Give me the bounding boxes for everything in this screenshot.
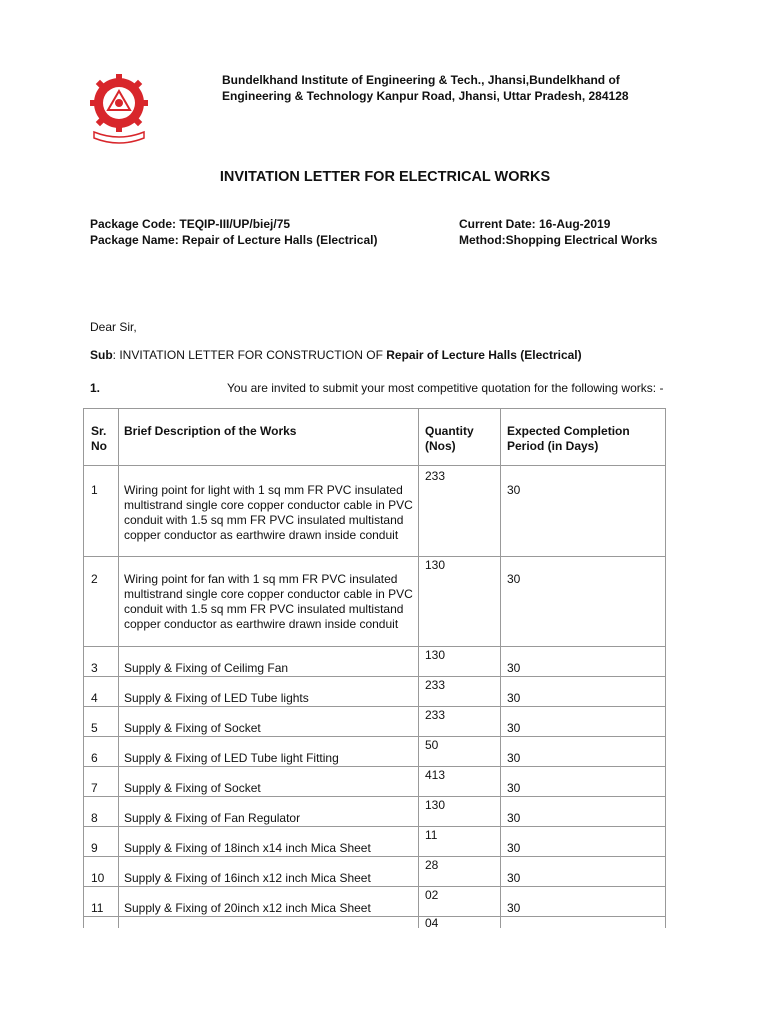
- table-row-divider: [83, 796, 666, 797]
- row-sr-no: 3: [91, 661, 98, 675]
- subject-work-name: Repair of Lecture Halls (Electrical): [386, 348, 582, 362]
- table-row-divider: [83, 916, 666, 917]
- table-row-divider: [83, 706, 666, 707]
- row-quantity: 28: [425, 858, 439, 872]
- row-quantity: 11: [425, 828, 438, 842]
- procurement-method: Method:Shopping Electrical Works: [459, 233, 658, 247]
- header-quantity: Quantity (Nos): [425, 424, 474, 453]
- table-row-divider: [83, 465, 666, 466]
- table-row-divider: [83, 736, 666, 737]
- row-period: 30: [507, 661, 521, 675]
- row-sr-no: 9: [91, 841, 98, 855]
- package-code: Package Code: TEQIP-III/UP/biej/75: [90, 217, 291, 231]
- package-name: Package Name: Repair of Lecture Halls (Electrical): [90, 233, 378, 247]
- table-col-divider: [500, 408, 501, 928]
- row-quantity: 413: [425, 768, 446, 782]
- row-description: Supply & Fixing of LED Tube lights: [124, 691, 309, 705]
- institute-logo: [88, 72, 150, 144]
- current-date: Current Date: 16-Aug-2019: [459, 217, 611, 231]
- institute-address: Bundelkhand Institute of Engineering & Tech., Jhansi,Bundelkhand of Engineering & Technology Kanpur Road, Jhansi, Uttar Pradesh, 284128: [222, 73, 629, 103]
- row-period: 30: [507, 751, 521, 765]
- logo-ribbon-icon: [94, 132, 144, 143]
- row-sr-no: 6: [91, 751, 98, 765]
- row-description: Supply & Fixing of Socket: [124, 721, 261, 735]
- row-quantity: 233: [425, 678, 446, 692]
- table-row-divider: [83, 826, 666, 827]
- table-row-divider: [83, 886, 666, 887]
- package-info: [90, 216, 377, 248]
- row-quantity: 130: [425, 558, 446, 572]
- row-description: Supply & Fixing of LED Tube light Fitting: [124, 751, 339, 765]
- row-description: Supply & Fixing of 18inch x14 inch Mica Sheet: [124, 841, 371, 855]
- row-sr-no: 10: [91, 871, 105, 885]
- row-sr-no: 8: [91, 811, 98, 825]
- table-row-divider: [83, 766, 666, 767]
- row-quantity: 02: [425, 888, 439, 902]
- point-number: 1.: [90, 381, 101, 395]
- row-period: 30: [507, 781, 521, 795]
- works-table: [83, 408, 666, 928]
- subject-text: : INVITATION LETTER FOR CONSTRUCTION OF: [112, 348, 387, 362]
- row-description: Supply & Fixing of 16inch x12 inch Mica Sheet: [124, 871, 371, 885]
- row-description: Supply & Fixing of Socket: [124, 781, 261, 795]
- row-sr-no: 7: [91, 781, 98, 795]
- row-period: 30: [507, 811, 521, 825]
- header-description: Brief Description of the Works: [124, 424, 297, 438]
- table-border-left: [83, 408, 84, 928]
- table-row-divider: [83, 856, 666, 857]
- subject-line: [90, 348, 582, 362]
- row-quantity: 233: [425, 469, 446, 483]
- row-quantity: 130: [425, 798, 446, 812]
- table-border-top: [83, 408, 666, 409]
- table-col-divider: [418, 408, 419, 928]
- row-period: 30: [507, 721, 521, 735]
- table-col-divider: [118, 408, 119, 928]
- row-description: Supply & Fixing of Fan Regulator: [124, 811, 301, 825]
- table-row-divider: [83, 646, 666, 647]
- row-description: Wiring point for light with 1 sq mm FR PVC insulated multistrand single core copper conductor cable in PVC conduit with 1.5 sq mm FR PVC insulated multistand copper conductor as earthwire drawn inside conduit: [124, 483, 413, 542]
- row-period: 30: [507, 483, 521, 497]
- row-period: 30: [507, 691, 521, 705]
- row-period: 30: [507, 841, 521, 855]
- row-sr-no: 5: [91, 721, 98, 735]
- trailing-quantity: 04: [425, 916, 439, 930]
- row-sr-no: 4: [91, 691, 98, 705]
- date-method-info: [459, 216, 657, 248]
- header-completion-period: Expected Completion Period (in Days): [507, 424, 630, 453]
- row-sr-no: 11: [91, 901, 104, 915]
- table-row-divider: [83, 556, 666, 557]
- row-quantity: 50: [425, 738, 439, 752]
- table-border-right: [665, 408, 666, 928]
- intro-text: You are invited to submit your most competitive quotation for the following works: -: [227, 381, 664, 395]
- row-sr-no: 1: [91, 483, 98, 497]
- row-description: Wiring point for fan with 1 sq mm FR PVC insulated multistrand single core copper conductor cable in PVC conduit with 1.5 sq mm FR PVC insulated multistand copper conductor as earthwire drawn inside conduit: [124, 572, 413, 631]
- salutation: Dear Sir,: [90, 320, 137, 334]
- logo-gear-icon: [90, 74, 148, 132]
- row-quantity: 233: [425, 708, 446, 722]
- header-sr-no: Sr. No: [91, 424, 107, 453]
- row-description: Supply & Fixing of 20inch x12 inch Mica Sheet: [124, 901, 371, 915]
- subject-label: Sub: [90, 348, 113, 362]
- row-period: 30: [507, 901, 521, 915]
- row-period: 30: [507, 572, 521, 586]
- row-period: 30: [507, 871, 521, 885]
- row-sr-no: 2: [91, 572, 98, 586]
- page-title: INVITATION LETTER FOR ELECTRICAL WORKS: [219, 169, 551, 185]
- row-quantity: 130: [425, 648, 446, 662]
- table-row-divider: [83, 676, 666, 677]
- row-description: Supply & Fixing of Ceilimg Fan: [124, 661, 289, 675]
